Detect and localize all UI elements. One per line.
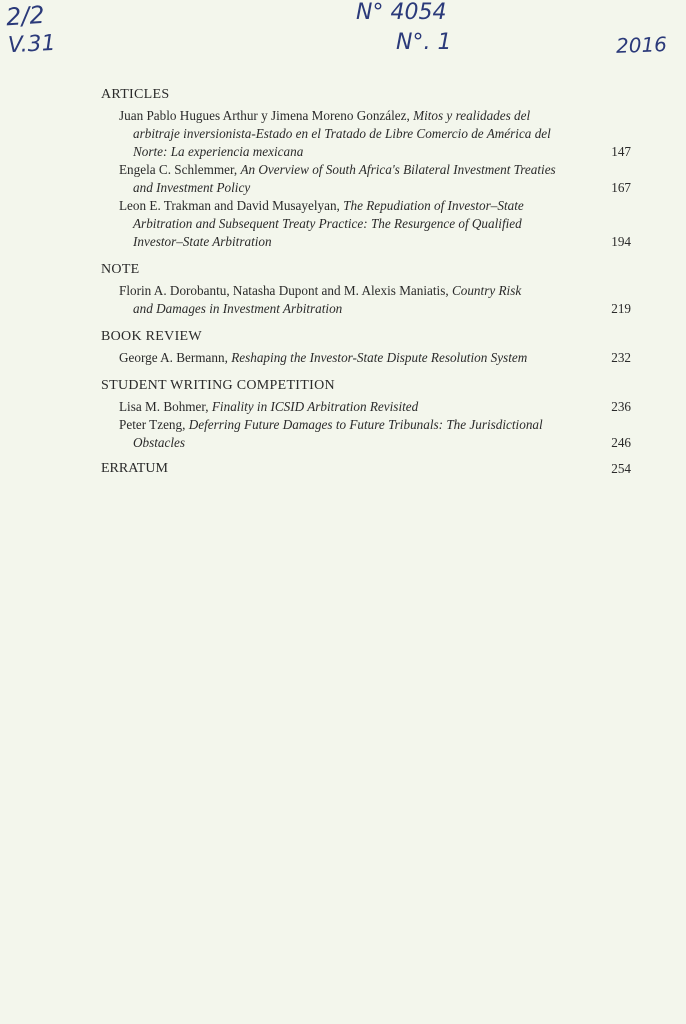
toc-entry [119,416,631,452]
handwritten-year-note: 2016 [615,32,668,58]
toc-entry [119,161,631,197]
entry-author: Lisa M. Bohmer, [119,399,212,414]
entry-title: Reshaping the Investor-State Dispute Resolution System [231,350,528,365]
entry-title-cont: Investor–State Arbitration [133,234,272,249]
entry-author: Juan Pablo Hugues Arthur y Jimena Moreno González, [119,108,414,123]
section-title: NOTE [101,262,140,277]
entry-page-number: 246 [611,435,631,450]
toc-entry [119,197,631,251]
section-articles [101,86,631,251]
entry-title-cont: Arbitration and Subsequent Treaty Practice: The Resurgence of Qualified [133,216,522,231]
entry-author: Peter Tzeng, [119,417,189,432]
handwritten-volume-note: V.31 [7,30,57,59]
section-title: STUDENT WRITING COMPETITION [101,378,335,393]
entry-title-cont: arbitraje inversionista-Estado en el Tratado de Libre Comercio de América del [133,126,551,141]
entry-author: George A. Bermann, [119,350,232,365]
section-book-review [101,328,631,367]
toc-entry [119,107,631,161]
entry-page-number: 219 [611,301,631,316]
section-student-writing [101,377,631,452]
entry-page-number: 194 [611,234,631,249]
entry-title: Mitos y realidades del [413,108,531,123]
section-title: BOOK REVIEW [101,329,202,344]
entry-title-cont: and Damages in Investment Arbitration [133,301,343,316]
entry-page-number: 254 [611,461,631,476]
entry-author: Florin A. Dorobantu, Natasha Dupont and M. Alexis Maniatis, [119,283,452,298]
table-of-contents [101,86,631,478]
entry-title: Country Risk [451,283,522,298]
entry-page-number: 167 [611,180,631,195]
entry-page-number: 147 [611,144,631,159]
toc-entry [119,282,631,318]
entry-title: Deferring Future Damages to Future Tribunals: The Jurisdictional [188,417,543,432]
entry-author: Leon E. Trakman and David Musayelyan, [119,198,344,213]
entry-page-number: 236 [611,399,631,414]
toc-entry [119,349,631,367]
section-title: ARTICLES [101,87,170,102]
entry-title: The Repudiation of Investor–State [343,198,524,213]
entry-title: Finality in ICSID Arbitration Revisited [211,399,419,414]
entry-title-cont: Norte: La experiencia mexicana [133,144,304,159]
handwritten-note-top-left: 2/2 [5,0,46,32]
section-title: ERRATUM [101,461,168,476]
section-note [101,261,631,318]
toc-entry [119,398,631,416]
entry-title-cont: Obstacles [133,435,186,450]
handwritten-number-note: N° 4054 [356,0,447,25]
section-erratum [101,460,631,478]
entry-title: An Overview of South Africa's Bilateral Investment Treaties [240,162,556,177]
entry-page-number: 232 [611,350,631,365]
entry-author: Engela C. Schlemmer, [119,162,241,177]
handwritten-issue-note: N°. 1 [396,30,452,55]
entry-title-cont: and Investment Policy [133,180,251,195]
